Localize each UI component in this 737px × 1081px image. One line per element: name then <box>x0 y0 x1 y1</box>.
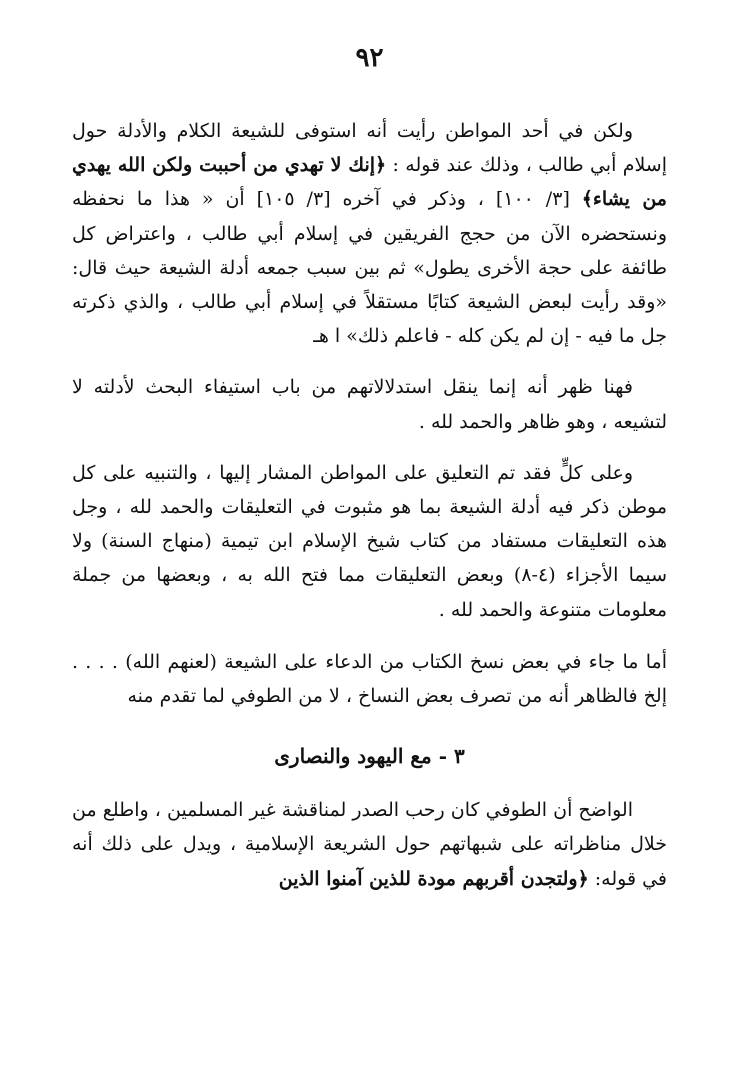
paragraph-shia-evidence <box>72 114 667 353</box>
paragraph-text: الواضح أن الطوفي كان رحب الصدر لمناقشة غير المسلمين ، واطلع من خلال مناظراته على شبهاتهم حول الشريعة الإسلامية ، ويدل على ذلك أنه في قوله: <box>72 799 667 890</box>
paragraph-jews-christians <box>72 793 667 896</box>
paragraph-text: ولكن في أحد المواطن رأيت أنه استوفى للشيعة الكلام والأدلة حول إسلام أبي طالب ، وذلك عند قوله : <box>72 120 668 177</box>
paragraph-comments <box>72 456 667 627</box>
section-heading: ٣ - مع اليهود والنصارى <box>274 744 465 769</box>
page-number: ٩٢ <box>355 43 384 73</box>
quran-verse-quote: ﴿إنك لا تهدي من أحببت ولكن الله يهدي من يشاء﴾ <box>72 154 667 211</box>
quran-verse-quote: ﴿ولتجدن أقربهم مودة للذين آمنوا الذين <box>278 867 589 890</box>
paragraph-copies <box>72 645 667 713</box>
paragraph-text: أما ما جاء في بعض نسخ الكتاب من الدعاء على الشيعة (لعنهم الله) . . . . إلخ فالظاهر أنه من تصرف بعض النساخ ، لا من الطوفي لما تقدم منه <box>72 650 667 708</box>
paragraph-text: فهنا ظهر أنه إنما ينقل استدلالاتهم من باب استيفاء البحث لأدلته لا لتشيعه ، وهو ظاهر والحمد لله . <box>72 376 667 433</box>
paragraph-text: وعلى كلٍّ فقد تم التعليق على المواطن المشار إليها ، والتنبيه على كل موطن ذكر فيه أدلة الشيعة بما هو مثبوت في التعليقات والحمد لله ، وجل هذه التعليقات مستفاد من كتاب شيخ الإسلام ابن تيمية (منهاج السنة) ولا سيما الأجزاء (٤-٨) وبعض التعليقات مما فتح الله به ، وبعضها من جملة معلومات متنوعة والحمد لله . <box>72 461 667 621</box>
paragraph-conclusion <box>72 370 667 438</box>
paragraph-text-continued: [٣/ ١٠٠] ، وذكر في آخره [٣/ ١٠٥] أن « هذا ما نحفظه ونستحضره الآن من حجج الفريقين في إسلام أبي طالب ، واعتراض كل طائفة على حجة الأخرى يطول» ثم بين سبب جمعه أدلة الشيعة حيث قال: «وقد رأيت لبعض الشيعة كتابًا مستقلاً في إسلام أبي طالب ، والذي ذكرته جل ما فيه - إن لم يكن كله - فاعلم ذلك» ا هـ <box>72 188 667 348</box>
